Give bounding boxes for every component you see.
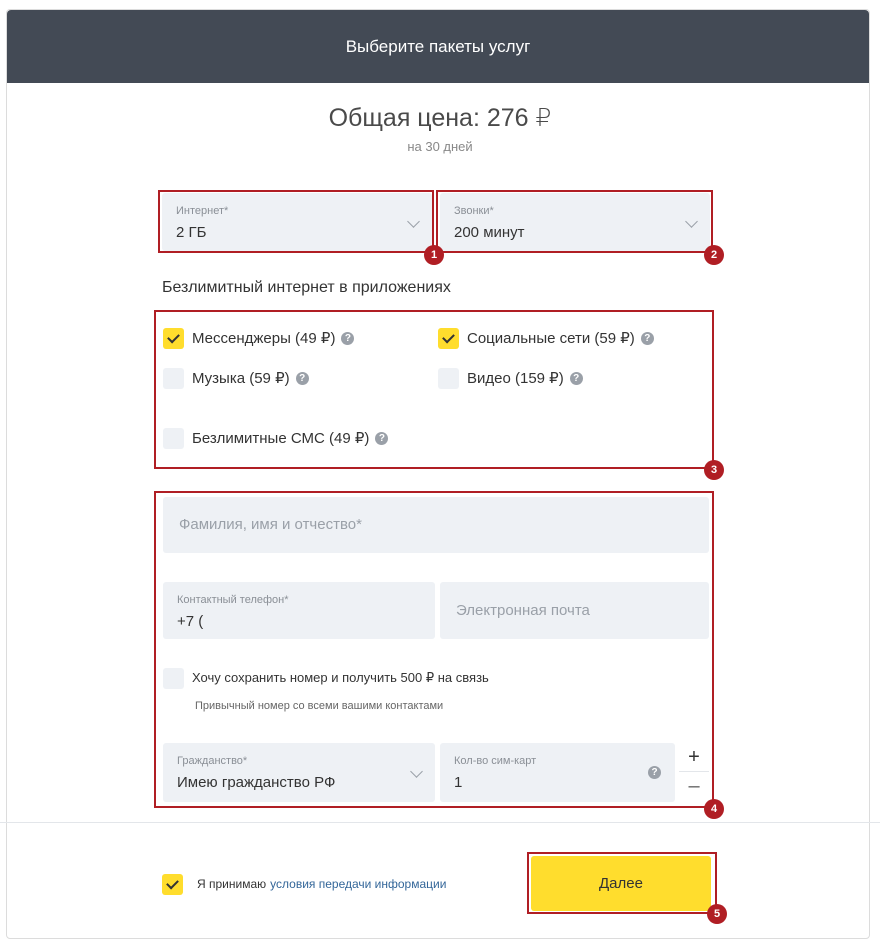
calls-select[interactable] [440, 193, 710, 251]
checkbox-label: Видео (159 ₽) [467, 370, 564, 387]
footer-divider [0, 822, 880, 823]
fullname-placeholder: Фамилия, имя и отчество* [179, 516, 362, 533]
save-number-hint: Привычный номер со всеми вашими контактами [195, 700, 444, 712]
chevron-down-icon [685, 215, 698, 228]
help-icon[interactable]: ? [341, 332, 354, 345]
checkbox-agree[interactable] [162, 873, 446, 895]
checkbox-save-number[interactable] [163, 667, 489, 689]
citizenship-select[interactable] [163, 743, 435, 802]
annotation-badge-4: 4 [704, 799, 724, 819]
checkbox-box[interactable] [162, 874, 183, 895]
checkbox-video[interactable] [438, 367, 583, 389]
checkbox-label: Музыка (59 ₽) [192, 370, 290, 387]
help-icon[interactable]: ? [375, 432, 388, 445]
sim-count-input[interactable] [440, 743, 675, 802]
phone-label: Контактный телефон* [177, 594, 289, 606]
agree-text: Я принимаю [197, 877, 267, 891]
sim-count-value: 1 [454, 774, 463, 791]
calls-select-value: 200 минут [454, 224, 525, 241]
page-title: Выберите пакеты услуг [345, 36, 531, 56]
annotation-badge-3: 3 [704, 460, 724, 480]
internet-select-label: Интернет* [176, 205, 229, 217]
phone-input[interactable] [163, 582, 435, 639]
checkbox-messengers[interactable] [163, 327, 354, 349]
checkbox-box[interactable] [163, 328, 184, 349]
annotation-badge-1: 1 [424, 245, 444, 265]
checkbox-sms[interactable] [163, 427, 388, 449]
internet-select[interactable] [162, 193, 432, 251]
annotation-badge-5: 5 [707, 904, 727, 924]
internet-select-value: 2 ГБ [176, 224, 207, 241]
chevron-down-icon [410, 765, 423, 778]
calls-select-label: Звонки* [454, 205, 494, 217]
annotation-badge-2: 2 [704, 245, 724, 265]
chevron-down-icon [407, 215, 420, 228]
checkbox-box[interactable] [438, 368, 459, 389]
sim-count-stepper [679, 743, 709, 802]
checkbox-label: Мессенджеры (49 ₽) [192, 330, 336, 347]
email-placeholder: Электронная почта [456, 602, 590, 619]
fullname-input[interactable] [163, 497, 709, 553]
checkbox-box[interactable] [163, 668, 184, 689]
header-bar [7, 10, 869, 83]
email-input[interactable] [440, 582, 709, 639]
checkbox-social[interactable] [438, 327, 654, 349]
checkbox-label: Безлимитные СМС (49 ₽) [192, 430, 370, 447]
citizenship-value: Имею гражданство РФ [177, 774, 336, 791]
citizenship-label: Гражданство* [177, 755, 248, 767]
phone-value: +7 ( [177, 613, 204, 630]
total-price: Общая цена: 276 ₽ [328, 104, 552, 132]
decrement-button[interactable]: – [679, 772, 709, 801]
agree-terms-link[interactable]: условия передачи информации [270, 877, 447, 891]
checkbox-box[interactable] [163, 428, 184, 449]
save-number-label: Хочу сохранить номер и получить 500 ₽ на связь [192, 670, 489, 685]
next-button[interactable]: Далее [531, 856, 711, 911]
increment-button[interactable]: + [679, 743, 709, 772]
help-icon[interactable]: ? [648, 766, 661, 779]
checkbox-box[interactable] [163, 368, 184, 389]
help-icon[interactable]: ? [570, 372, 583, 385]
help-icon[interactable]: ? [641, 332, 654, 345]
checkbox-label: Социальные сети (59 ₽) [467, 330, 635, 347]
checkbox-music[interactable] [163, 367, 309, 389]
checkbox-box[interactable] [438, 328, 459, 349]
price-period: на 30 дней [407, 139, 473, 154]
apps-section-title: Безлимитный интернет в приложениях [162, 279, 451, 296]
sim-count-label: Кол-во сим-карт [454, 755, 537, 767]
help-icon[interactable]: ? [296, 372, 309, 385]
